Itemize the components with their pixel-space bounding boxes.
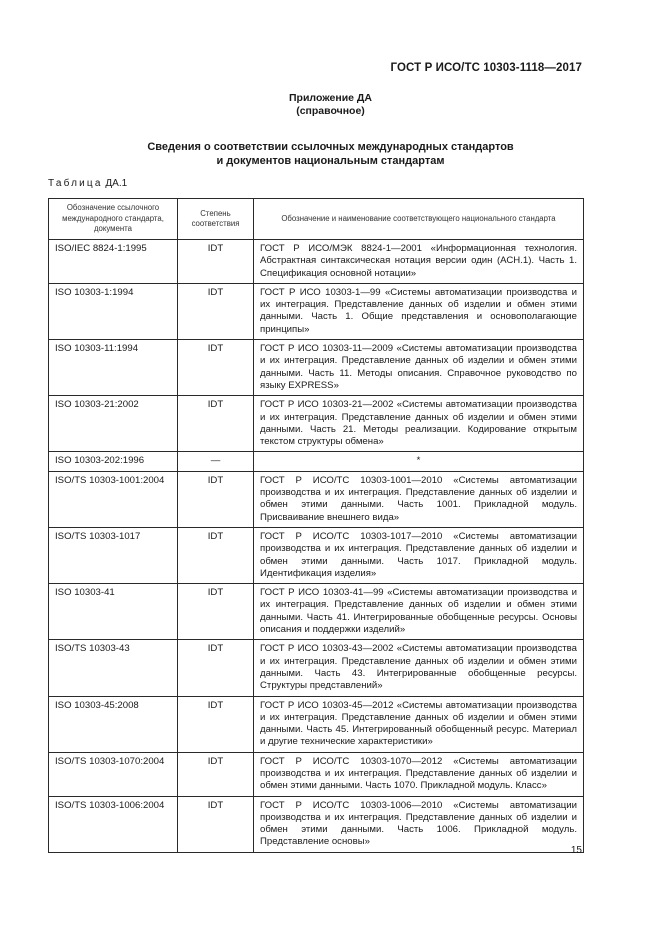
intl-standard-cell: ISO/TS 10303-43 — [49, 640, 178, 696]
degree-cell: IDT — [178, 796, 254, 852]
appendix-title: Приложение ДА — [289, 92, 372, 104]
intl-standard-cell: ISO 10303-1:1994 — [49, 283, 178, 339]
document-code: ГОСТ Р ИСО/ТС 10303-1118—2017 — [390, 62, 582, 74]
table-caption — [48, 178, 127, 189]
national-standard-cell: ГОСТ Р ИСО/ТС 10303-1017—2010 «Системы автоматизации производства и их интеграция. Представление данных об изделии и обмен этими данными. Часть 1017. Прикладной модуль. Идентификация изделия» — [254, 527, 584, 583]
table-row — [49, 471, 584, 527]
national-standard-cell: ГОСТ Р ИСО 10303-45—2012 «Системы автоматизации производства и их интеграция. Представление данных об изделии и обмен этими данными. Часть 45. Интегрированный обобщенный ресурс. Материал и другие технические характеристики» — [254, 696, 584, 752]
intl-standard-cell: ISO/TS 10303-1070:2004 — [49, 752, 178, 796]
national-standard-cell: ГОСТ Р ИСО 10303-43—2002 «Системы автоматизации производства и их интеграция. Представление данных об изделии и обмен этими данными. Часть 43. Интегрированные обобщенные ресурсы. Структуры представлений» — [254, 640, 584, 696]
intl-standard-cell: ISO 10303-21:2002 — [49, 396, 178, 452]
national-standard-cell: * — [254, 452, 584, 471]
degree-cell: IDT — [178, 752, 254, 796]
table-caption-prefix: Таблица — [48, 178, 103, 189]
page-title-line-2: и документов национальным стандартам — [216, 155, 445, 167]
table-row — [49, 283, 584, 339]
degree-cell: IDT — [178, 396, 254, 452]
table-row — [49, 696, 584, 752]
intl-standard-cell: ISO/TS 10303-1001:2004 — [49, 471, 178, 527]
table-row — [49, 584, 584, 640]
table-row — [49, 752, 584, 796]
table-row — [49, 340, 584, 396]
national-standard-cell: ГОСТ Р ИСО/МЭК 8824-1—2001 «Информационная технология. Абстрактная синтаксическая нотация версии один (АСН.1). Часть 1. Спецификация основной нотации» — [254, 240, 584, 284]
degree-cell: IDT — [178, 471, 254, 527]
degree-cell: IDT — [178, 340, 254, 396]
page-number: 15 — [570, 845, 582, 856]
table-row — [49, 396, 584, 452]
intl-standard-cell: ISO 10303-202:1996 — [49, 452, 178, 471]
degree-cell: IDT — [178, 240, 254, 284]
degree-cell: — — [178, 452, 254, 471]
degree-cell: IDT — [178, 527, 254, 583]
header-degree: Степень соответствия — [178, 199, 254, 240]
table-caption-number: ДА.1 — [105, 178, 128, 189]
intl-standard-cell: ISO 10303-45:2008 — [49, 696, 178, 752]
intl-standard-cell: ISO/IEC 8824-1:1995 — [49, 240, 178, 284]
national-standard-cell: ГОСТ Р ИСО 10303-41—99 «Системы автоматизации производства и их интеграция. Представление данных об изделии и обмен этими данными. Часть 41. Интегрированные обобщенные ресурсы. Основы описания и поддержки изделий» — [254, 584, 584, 640]
national-standard-cell: ГОСТ Р ИСО 10303-11—2009 «Системы автоматизации производства и их интеграция. Представление данных об изделии и обмен этими данными. Часть 11. Методы описания. Справочное руководство по языку EXPRESS» — [254, 340, 584, 396]
intl-standard-cell: ISO/TS 10303-1017 — [49, 527, 178, 583]
standards-correspondence-table — [48, 198, 584, 853]
degree-cell: IDT — [178, 283, 254, 339]
table-row — [49, 796, 584, 852]
header-national-standard: Обозначение и наименование соответствующего национального стандарта — [254, 199, 584, 240]
table-row — [49, 640, 584, 696]
national-standard-cell: ГОСТ Р ИСО 10303-21—2002 «Системы автоматизации производства и их интеграция. Представление данных об изделии и обмен этими данными. Часть 21. Методы реализации. Кодирование открытым текстом структуры обмена» — [254, 396, 584, 452]
appendix-heading — [0, 92, 661, 118]
degree-cell: IDT — [178, 696, 254, 752]
page-title-line-1: Сведения о соответствии ссылочных международных стандартов — [147, 141, 514, 153]
national-standard-cell: ГОСТ Р ИСО/ТС 10303-1006—2010 «Системы автоматизации производства и их интеграция. Представление данных об изделии и обмен этими данными. Часть 1006. Прикладной модуль. Представление основы» — [254, 796, 584, 852]
degree-cell: IDT — [178, 584, 254, 640]
header-intl-standard: Обозначение ссылочного международного стандарта, документа — [49, 199, 178, 240]
national-standard-cell: ГОСТ Р ИСО/ТС 10303-1001—2010 «Системы автоматизации производства и их интеграция. Представление данных об изделии и обмен этими данными. Часть 1001. Прикладной модуль. Присваивание внешнего вида» — [254, 471, 584, 527]
page-title — [0, 140, 661, 168]
table-header-row — [49, 199, 584, 240]
intl-standard-cell: ISO 10303-41 — [49, 584, 178, 640]
national-standard-cell: ГОСТ Р ИСО 10303-1—99 «Системы автоматизации производства и их интеграция. Представление данных об изделии и обмен этими данными. Часть 1. Общие представления и основополагающие принципы» — [254, 283, 584, 339]
appendix-subtitle: (справочное) — [296, 105, 365, 117]
national-standard-cell: ГОСТ Р ИСО/ТС 10303-1070—2012 «Системы автоматизации производства и их интеграция. Представление данных об изделии и обмен этими данными. Часть 1070. Прикладной модуль. Класс» — [254, 752, 584, 796]
table-row — [49, 240, 584, 284]
table-row — [49, 527, 584, 583]
table-row — [49, 452, 584, 471]
intl-standard-cell: ISO 10303-11:1994 — [49, 340, 178, 396]
intl-standard-cell: ISO/TS 10303-1006:2004 — [49, 796, 178, 852]
degree-cell: IDT — [178, 640, 254, 696]
